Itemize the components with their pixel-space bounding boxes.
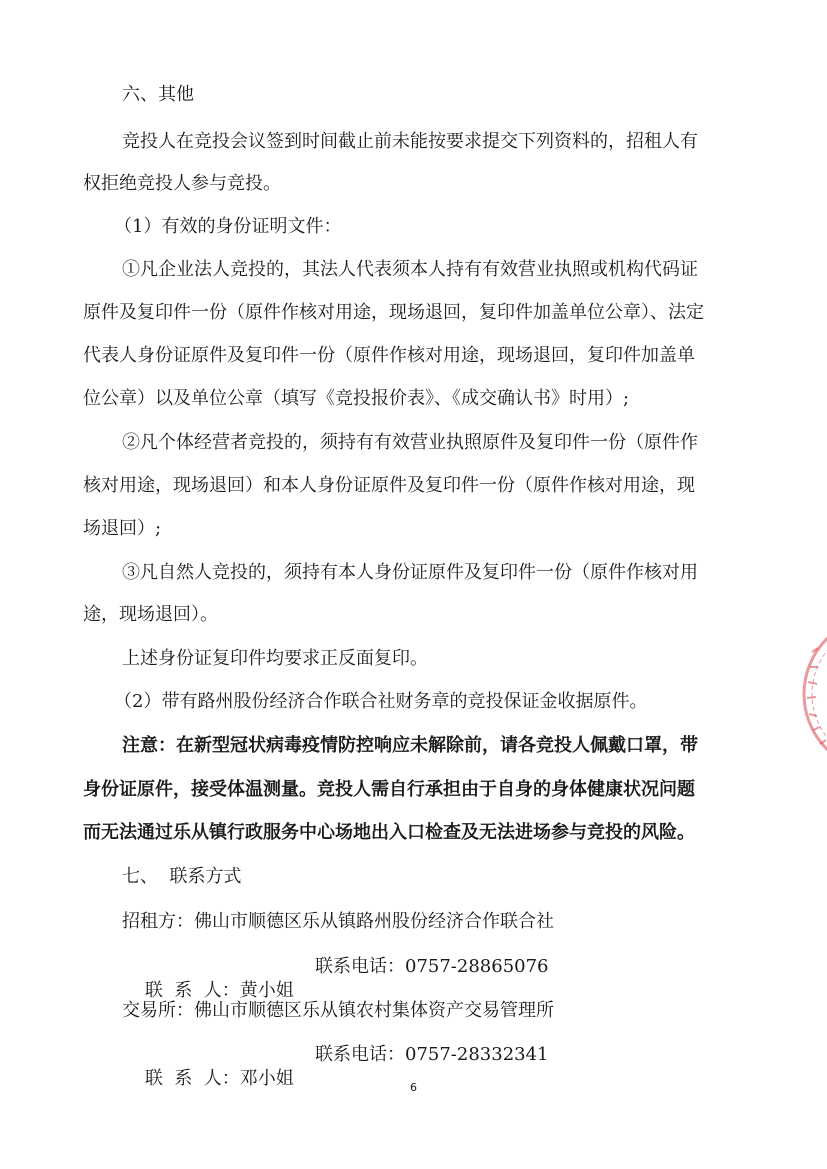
section-7-heading: 七、 联系方式 xyxy=(122,866,242,887)
contact-2-name: 邓小姐 xyxy=(239,1068,294,1089)
partial-seal-stamp xyxy=(790,612,827,777)
exchange-label: 交易所： xyxy=(122,1000,194,1021)
exchange-row xyxy=(122,999,554,1023)
clause-1-line-4: 位公章）以及单位公章（填写《竞投报价表》、《成交确认书》时用）; xyxy=(83,388,630,409)
phone-2-label: 联系电话： xyxy=(315,1044,405,1065)
section-6-heading: 六、其他 xyxy=(122,84,194,105)
clause-1-line-3: 代表人身份证原件及复印件一份（原件作核对用途，现场退回，复印件加盖单 xyxy=(83,345,695,366)
notice-line-1: 注意：在新型冠状病毒疫情防控响应未解除前，请各竞投人佩戴口罩，带 xyxy=(122,735,698,756)
contact-1-name: 黄小姐 xyxy=(239,980,294,1001)
clause-1-line-1: ①凡企业法人竞投的，其法人代表须本人持有有效营业执照或机构代码证 xyxy=(122,259,698,280)
lessor-label: 招租方： xyxy=(122,911,194,932)
item-2: （2）带有路州股份经济合作联合社财务章的竞投保证金收据原件。 xyxy=(114,691,648,712)
notice-line-3: 而无法通过乐从镇行政服务中心场地出入口检查及无法进场参与竞投的风险。 xyxy=(83,822,695,843)
lessor-row xyxy=(122,910,554,934)
clause-2-line-3: 场退回）; xyxy=(83,518,162,539)
phone-1-label: 联系电话： xyxy=(315,956,405,977)
page-number: 6 xyxy=(410,1081,417,1094)
phone-row-2 xyxy=(315,1043,549,1067)
exchange-name: 佛山市顺德区乐从镇农村集体资产交易管理所 xyxy=(194,1000,554,1021)
clause-2-line-2: 核对用途，现场退回）和本人身份证原件及复印件一份（原件作核对用途，现 xyxy=(83,475,695,496)
clause-2-line-1: ②凡个体经营者竞投的，须持有有效营业执照原件及复印件一份（原件作 xyxy=(122,432,698,453)
lessor-name: 佛山市顺德区乐从镇路州股份经济合作联合社 xyxy=(194,911,554,932)
clause-1-line-2: 原件及复印件一份（原件作核对用途，现场退回，复印件加盖单位公章）、法定 xyxy=(83,302,704,323)
contact-1-label: 联 系 人： xyxy=(144,980,240,1001)
phone-1-number: 0757-28865076 xyxy=(405,956,549,977)
copy-note: 上述身份证复印件均要求正反面复印。 xyxy=(122,648,428,669)
intro-line-2: 权拒绝竞投人参与竞投。 xyxy=(83,173,281,194)
clause-3-line-1: ③凡自然人竞投的，须持有本人身份证原件及复印件一份（原件作核对用 xyxy=(122,562,698,583)
clause-3-line-2: 途，现场退回）。 xyxy=(83,604,218,625)
intro-line-1: 竞投人在竞投会议签到时间截止前未能按要求提交下列资料的，招租人有 xyxy=(122,131,698,152)
item-1-title: （1）有效的身份证明文件： xyxy=(114,216,342,237)
contact-2-label: 联 系 人： xyxy=(144,1068,240,1089)
phone-row-1 xyxy=(315,955,549,979)
notice-line-2: 身份证原件，接受体温测量。竞投人需自行承担由于自身的身体健康状况问题 xyxy=(83,779,695,800)
phone-2-number: 0757-28332341 xyxy=(405,1044,549,1065)
contact-row-2 xyxy=(122,1043,294,1115)
